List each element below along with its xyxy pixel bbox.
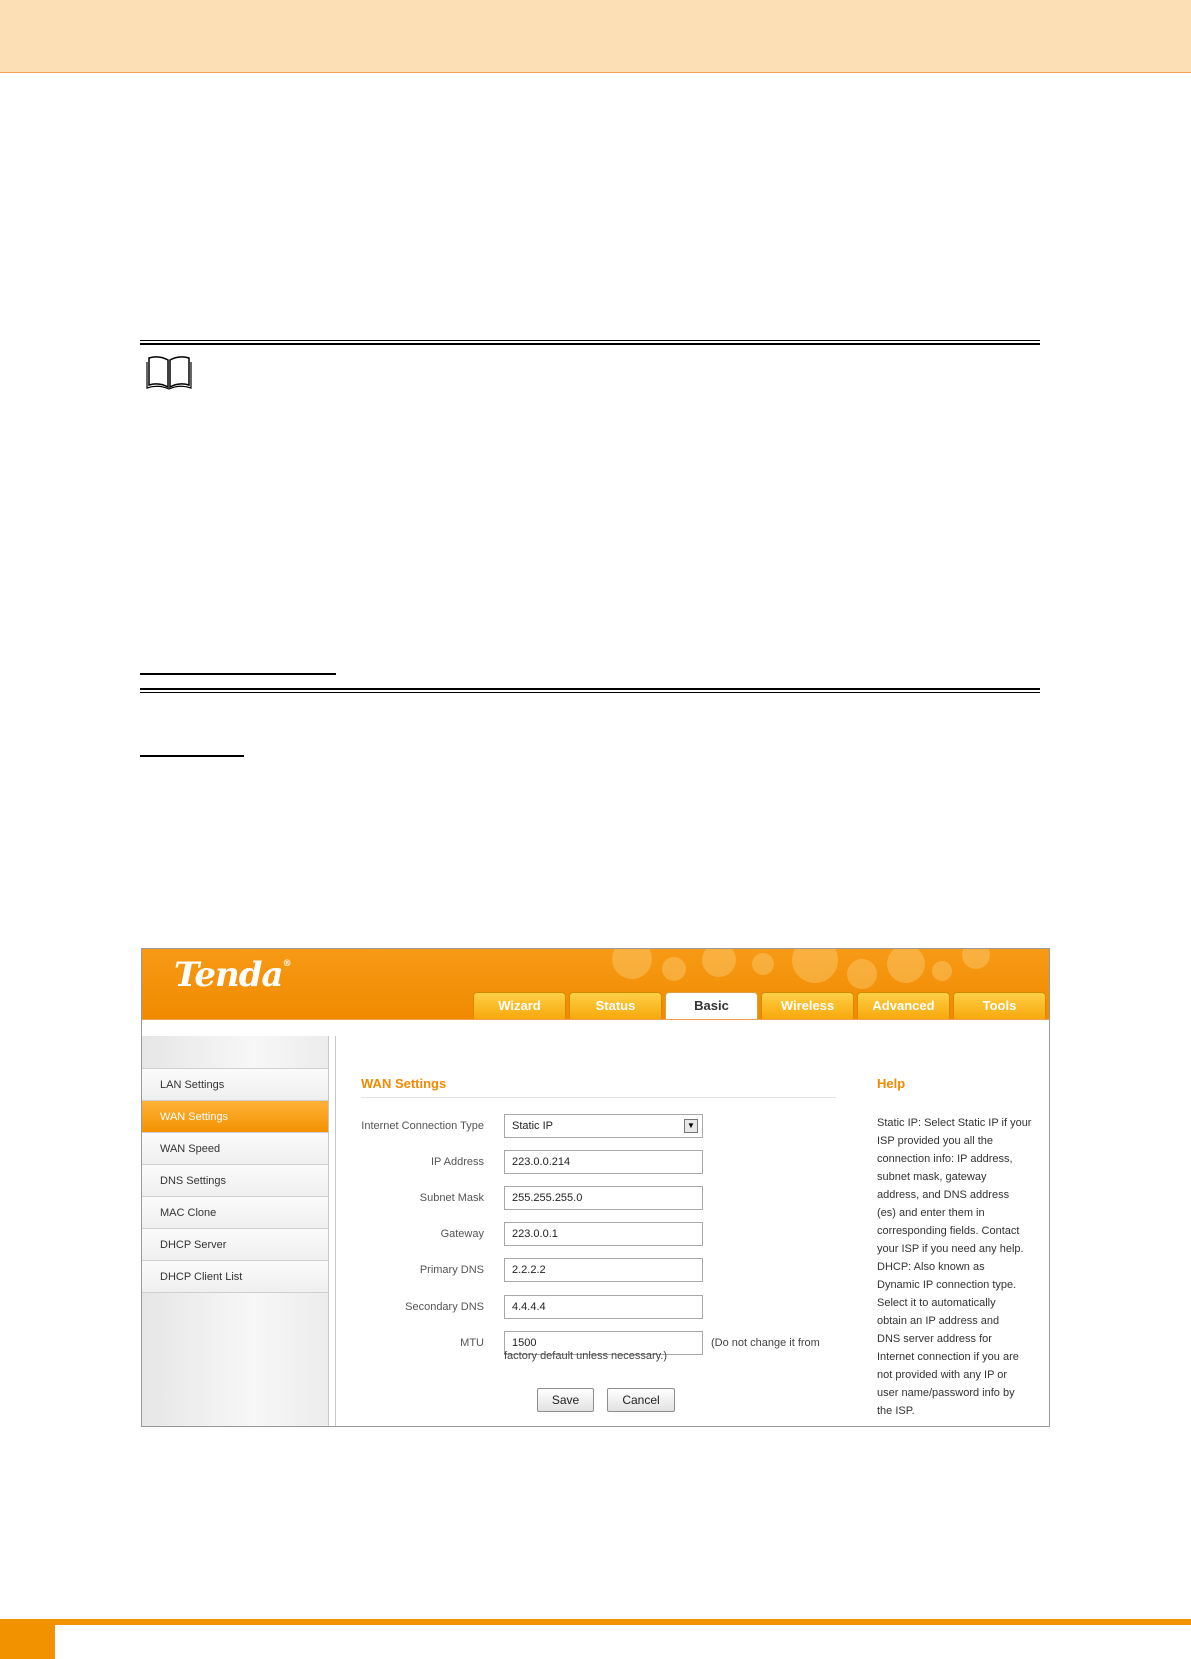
help-title: Help (877, 1076, 906, 1091)
sidebar-item-wan-speed[interactable]: WAN Speed (142, 1133, 328, 1165)
sidebar-item-dhcp-client-list[interactable]: DHCP Client List (142, 1261, 328, 1293)
primary-dns-row (336, 1258, 858, 1282)
subnet-mask-label: Subnet Mask (419, 1192, 484, 1204)
primary-dns-label: Primary DNS (419, 1264, 484, 1276)
sidebar-item-dns-settings[interactable]: DNS Settings (142, 1165, 328, 1197)
page-header-band (0, 0, 1191, 73)
router-screenshot (141, 948, 1050, 1427)
tab-wireless[interactable]: Wireless (761, 992, 854, 1019)
ip-address-label: IP Address (431, 1156, 484, 1168)
secondary-dns-input[interactable]: 4.4.4.4 (504, 1295, 703, 1319)
subnet-mask-input[interactable]: 255.255.255.0 (504, 1186, 703, 1210)
note-bottom-rule (140, 688, 1040, 693)
section-title: WAN Settings (361, 1076, 836, 1098)
sidebar-item-dhcp-server[interactable]: DHCP Server (142, 1229, 328, 1261)
router-subbar (142, 1019, 1049, 1037)
primary-dns-input[interactable]: 2.2.2.2 (504, 1258, 703, 1282)
chevron-down-icon[interactable]: ▼ (684, 1119, 698, 1133)
connection-type-value: Static IP (512, 1120, 553, 1132)
secondary-dns-label: Secondary DNS (405, 1301, 484, 1313)
subnet-mask-row (336, 1186, 858, 1210)
tab-tools[interactable]: Tools (953, 992, 1046, 1019)
connection-type-row (336, 1114, 858, 1138)
tab-status[interactable]: Status (569, 992, 662, 1019)
connection-type-label: Internet Connection Type (361, 1120, 484, 1132)
sidebar (142, 1036, 329, 1426)
footer-page-box (0, 1625, 55, 1659)
tenda-logo: Tenda® (174, 955, 291, 995)
tab-advanced[interactable]: Advanced (857, 992, 950, 1019)
cancel-button[interactable]: Cancel (607, 1388, 675, 1412)
wan-settings-panel (335, 1036, 859, 1426)
footer-bar (0, 1619, 1191, 1625)
gateway-label: Gateway (440, 1228, 484, 1240)
note-underline (140, 673, 336, 675)
tab-wizard[interactable]: Wizard (473, 992, 566, 1019)
router-header (142, 949, 1049, 1019)
connection-type-select[interactable] (504, 1114, 703, 1138)
sidebar-item-wan-settings[interactable]: WAN Settings (142, 1101, 328, 1133)
note-top-rule (140, 340, 1040, 345)
gateway-row (336, 1222, 858, 1246)
gateway-input[interactable]: 223.0.0.1 (504, 1222, 703, 1246)
secondary-dns-row (336, 1295, 858, 1319)
help-text: Static IP: Select Static IP if your ISP provided you all the connection info: IP address, subnet mask, gateway address, and DNS address (es) and enter them in corresponding fields. Contact your ISP if you need any help. DHCP: Also known as Dynamic IP connection type. Select it to automatically obtain an IP address and DNS server address for Internet connection if you are not provided with any IP or user name/password info by the ISP. (877, 1117, 1032, 1417)
mtu-note-continued: factory default unless necessary.) (504, 1350, 668, 1362)
save-button[interactable]: Save (537, 1388, 594, 1412)
book-icon (145, 354, 193, 390)
mtu-input[interactable]: 1500 (504, 1331, 703, 1355)
help-panel (857, 1036, 1049, 1426)
mtu-label: MTU (460, 1337, 484, 1349)
ip-address-row (336, 1150, 858, 1174)
sidebar-item-mac-clone[interactable]: MAC Clone (142, 1197, 328, 1229)
ip-address-input[interactable]: 223.0.0.214 (504, 1150, 703, 1174)
mtu-note: (Do not change it from (711, 1337, 820, 1349)
tab-basic[interactable]: Basic (665, 992, 758, 1019)
step-underline (140, 755, 244, 757)
sidebar-item-lan-settings[interactable]: LAN Settings (142, 1069, 328, 1101)
